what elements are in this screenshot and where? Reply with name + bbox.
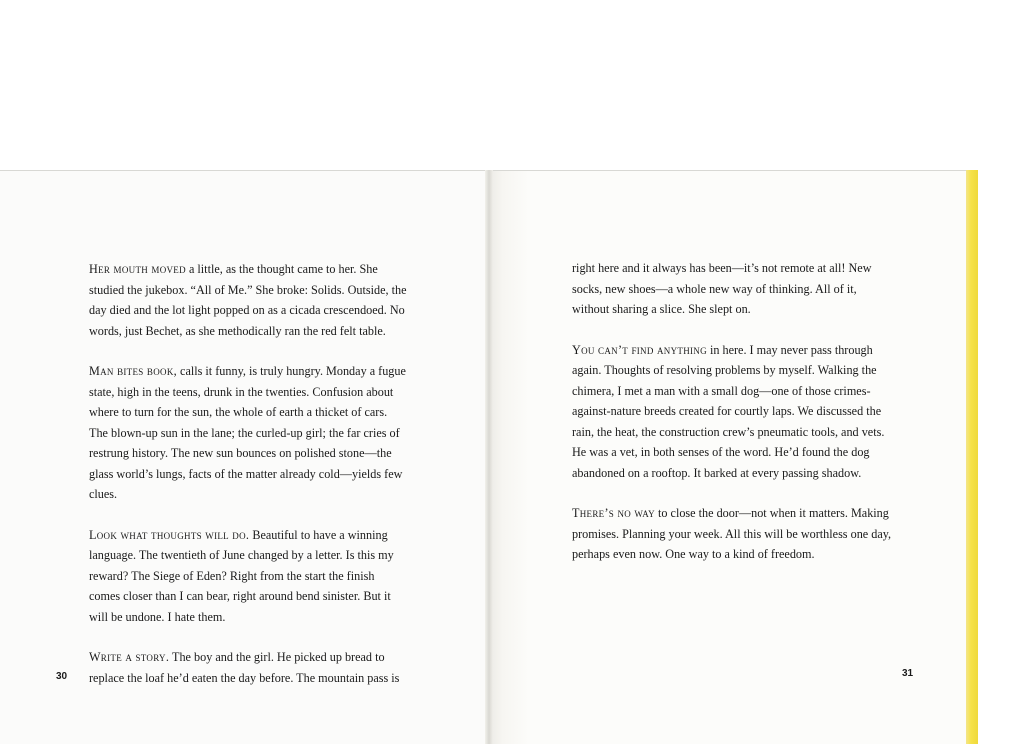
book-spread — [0, 170, 1024, 744]
paragraph-text: right here and it always has been—it’s not remote at all! New socks, new shoes—a whole new way of thinking. All of it, without sharing a slice. She slept on. — [572, 261, 872, 316]
paragraph — [89, 361, 407, 505]
paragraph-lead: Man bites book, — [89, 364, 177, 378]
paragraph-text: a little, as the thought came to her. She studied the jukebox. “All of Me.” She broke: Solids. Outside, the day died and the lot light popped on as a cicada crescendoed. No words, just Bechet, as she methodically ran the red felt table. — [89, 262, 407, 338]
paragraph-text: The boy and the girl. He picked up bread to replace the loaf he’d eaten the day before. The mountain pass is — [89, 650, 400, 685]
paragraph-text: in here. I may never pass through again. Thoughts of resolving problems by myself. Walking the chimera, I met a man with a small dog—one of those crimes-against-nature breeds created for courtly laps. We discussed the rain, the heat, the construction crew’s pneumatic tools, and vets. He was a vet, in both senses of the word. He’d found the dog abandoned on a rooftop. It barked at every passing shadow. — [572, 342, 885, 480]
paragraph-text: Beautiful to have a winning language. The twentieth of June changed by a letter. Is this my reward? The Siege of Eden? Right from the start the finish comes closer than I can bear, right around bend sinister. But it will be undone. I hate them. — [89, 527, 394, 624]
paragraph-text: calls it funny, is truly hungry. Monday a fugue state, high in the teens, drunk in the twenties. Confusion about where to turn for the sun, the whole of earth a thicket of cars. The blown-up sun in the lane; the curled-up girl; the far cries of restrung history. The new sun bounces on polished stone—the glass world’s lungs, facts of the matter already cold—yields few clues. — [89, 364, 406, 501]
scan-background-right — [1000, 170, 1024, 744]
paragraph-lead: There’s no way — [572, 506, 655, 520]
page-number-right: 31 — [902, 668, 914, 679]
right-page-text — [572, 258, 892, 585]
paragraph — [572, 340, 892, 484]
paragraph — [89, 259, 407, 341]
paragraph — [89, 647, 407, 688]
page-number-left: 30 — [56, 671, 68, 682]
left-page — [0, 170, 489, 744]
book-gutter — [485, 170, 493, 744]
paragraph — [572, 503, 892, 565]
left-page-text — [89, 259, 407, 708]
paragraph-lead: Write a story. — [89, 650, 170, 664]
paragraph-text: to close the door—not when it matters. Making promises. Planning your week. All this will be worthless one day, perhaps even now. One way to a kind of freedom. — [572, 506, 892, 561]
paragraph — [89, 525, 407, 628]
paragraph-lead: Her mouth moved — [89, 262, 186, 276]
yellow-page-edge — [966, 170, 978, 744]
paragraph-lead: You can’t find anything — [572, 342, 707, 357]
paragraph — [572, 258, 892, 320]
paragraph-lead: Look what thoughts will do. — [89, 527, 250, 542]
scan-background-top — [0, 0, 1024, 170]
